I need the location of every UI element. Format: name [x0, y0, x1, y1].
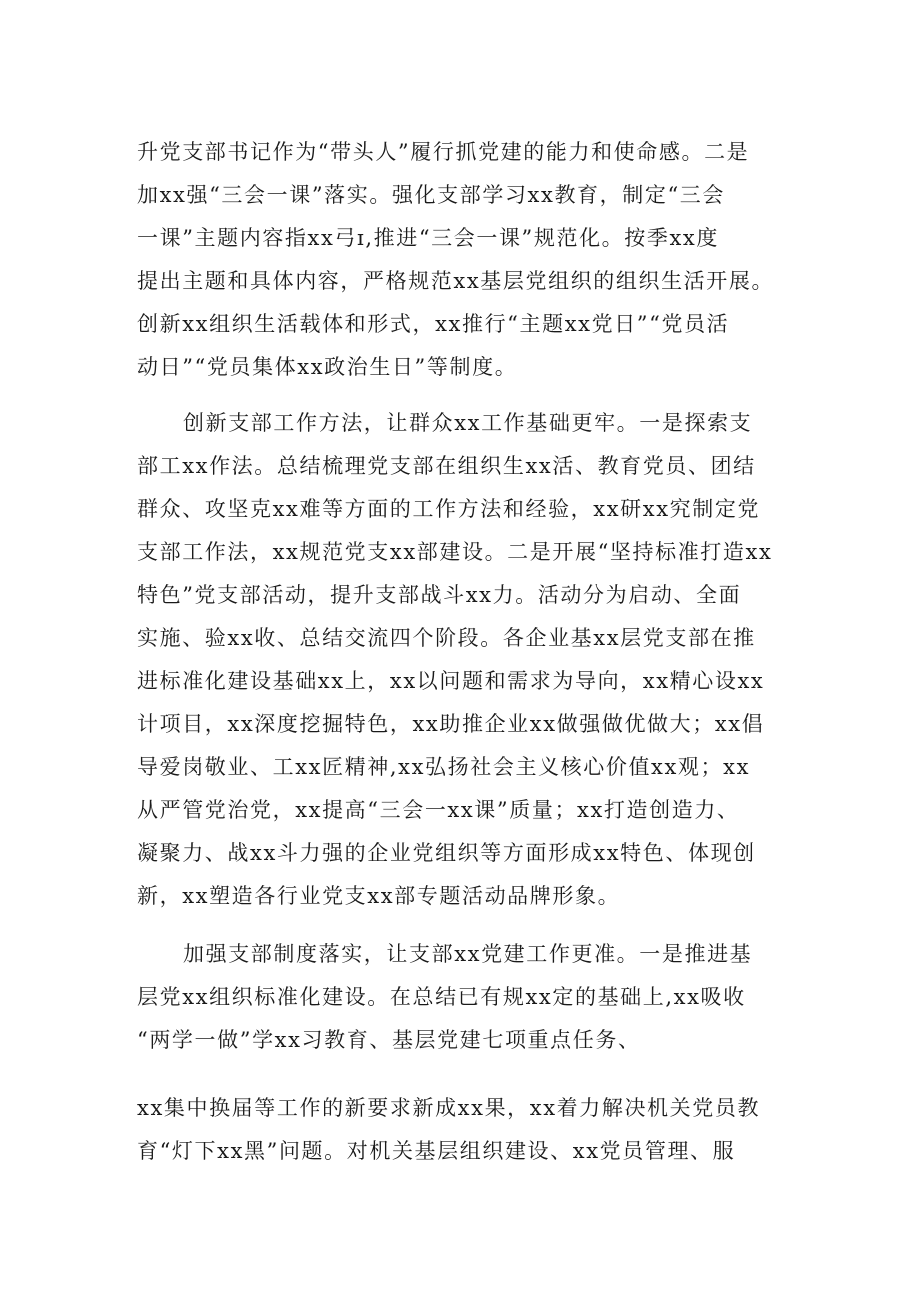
- paragraph-first-line: 创新支部工作方法，让群众xx工作基础更牢。一是探索支: [183, 411, 753, 435]
- text-line: 进标准化建设基础xx上，xx以问题和需求为导向，xx精心设xx: [137, 669, 765, 693]
- text-line: 计项目，xx深度挖掘特色，xx助推企业xx做强做优做大；xx倡: [137, 712, 765, 736]
- text-line: 特色”党支部活动，提升支部战斗xx力。活动分为启动、全面: [137, 583, 742, 607]
- text-line: 支部工作法，xx规范党支xx部建设。二是开展“坚持标准打造xx: [137, 540, 773, 564]
- text-line: 部工xx作法。总结梳理党支部在组织生xx活、教育党员、团结: [137, 454, 756, 478]
- text-line: 新，xx塑造各行业党支xx部专题活动品牌形象。: [137, 884, 621, 908]
- text-line: 从严管党治党，xx提高“三会一xx课”质量；xx打造创造力、: [137, 798, 740, 822]
- text-line: 一课”主题内容指xx弓ɪ,推进“三会一课”规范化。按季xx度: [137, 226, 719, 250]
- text-line: 层党xx组织标准化建设。在总结已有规xx定的基础上,xx吸收: [137, 985, 746, 1009]
- text-line: 实施、验xx收、总结交流四个阶段。各企业基xx层党支部在推: [137, 626, 756, 650]
- text-line: 创新xx组织生活载体和形式，xx推行“主题xx党日”“党员活: [137, 312, 730, 336]
- text-line: 加xx强“三会一课”落实。强化支部学习xx教育，制定“三会: [137, 183, 725, 207]
- text-line: 凝聚力、战xx斗力强的企业党组织等方面形成xx特色、体现创: [137, 841, 756, 865]
- text-line: 提出主题和具体内容，严格规范xx基层党组织的组织生活开展。: [137, 269, 775, 293]
- text-line: 动日”“党员集体xx政治生日”等制度。: [137, 355, 518, 379]
- text-line: 育“灯下xx黑”问题。对机关基层组织建设、xx党员管理、服: [137, 1139, 736, 1163]
- text-line: xx集中换届等工作的新要求新成xx果，xx着力解决机关党员教: [137, 1096, 761, 1120]
- text-line: 导爱岗敬业、工xx匠精神,xx弘扬社会主义核心价值xx观；xx: [137, 755, 751, 779]
- paragraph-first-line: 加强支部制度落实，让支部xx党建工作更准。一是推进基: [183, 942, 753, 966]
- text-line: 升党支部书记作为“带头人”履行抓党建的能力和使命感。二是: [137, 140, 750, 164]
- text-line: “两学一做”学xx习教育、基层党建七项重点任务、: [137, 1028, 641, 1052]
- text-line: 群众、攻坚克xx难等方面的工作方法和经验，xx研xx究制定党: [137, 497, 761, 521]
